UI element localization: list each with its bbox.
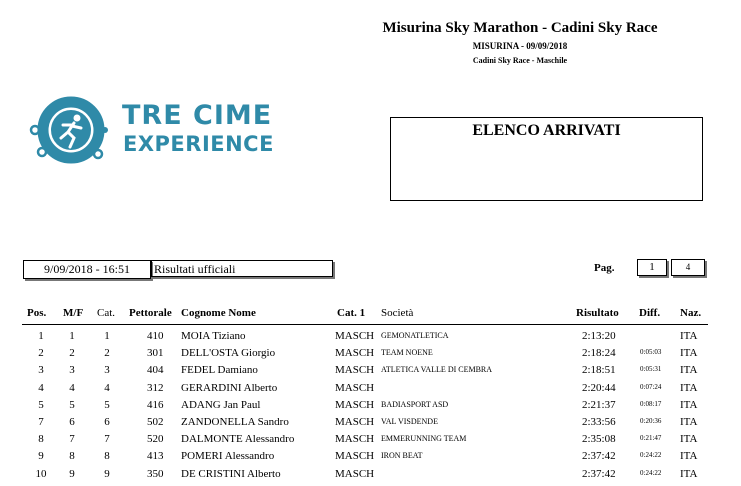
- cell-cat1: MASCH: [335, 433, 375, 446]
- cell-cat: 3: [104, 364, 110, 377]
- cell-diff: 0:07:24: [640, 382, 662, 391]
- cell-diff: 0:05:31: [640, 365, 662, 374]
- cell-name: POMERI Alessandro: [181, 450, 275, 463]
- cell-cat: 4: [104, 381, 110, 394]
- cell-cat: 2: [104, 347, 110, 360]
- cell-team: BADIASPORT ASD: [381, 399, 449, 409]
- cell-pos: 4: [38, 381, 44, 394]
- table-row: [0, 330, 741, 347]
- table-row: [0, 382, 741, 399]
- cell-bib: 416: [147, 398, 164, 411]
- cell-time: 2:33:56: [582, 416, 616, 428]
- cell-time: 2:35:08: [582, 433, 616, 446]
- cell-nat: ITA: [680, 364, 698, 377]
- cell-bib: 520: [147, 433, 164, 446]
- cell-pos: 3: [38, 364, 44, 377]
- cell-diff: 0:20:36: [640, 417, 662, 425]
- cell-time: 2:21:37: [582, 398, 616, 411]
- cell-nat: ITA: [680, 381, 698, 394]
- cell-name: MOIA Tiziano: [181, 330, 246, 342]
- cell-nat: ITA: [680, 450, 698, 463]
- col-time: Risultato: [576, 307, 619, 319]
- cell-mf: 7: [69, 433, 75, 446]
- list-title-box: [390, 117, 703, 201]
- logo-text-line1: TRE CIME: [122, 100, 273, 131]
- cell-pos: 1: [38, 330, 44, 342]
- cell-cat1: MASCH: [335, 416, 375, 428]
- cell-time: 2:18:24: [582, 347, 616, 360]
- cell-time: 2:37:42: [582, 467, 616, 480]
- col-name: Cognome Nome: [181, 307, 256, 319]
- cell-team: EMMERUNNING TEAM: [381, 434, 467, 444]
- cell-team: ATLETICA VALLE DI CEMBRA: [381, 365, 493, 375]
- results-status: Risultati ufficiali: [151, 260, 333, 277]
- cell-mf: 3: [69, 364, 75, 377]
- cell-bib: 301: [147, 347, 164, 360]
- cell-time: 2:37:42: [582, 450, 616, 463]
- cell-diff: 0:05:03: [640, 348, 662, 357]
- page-total: 4: [671, 259, 705, 276]
- cell-cat1: MASCH: [335, 347, 375, 360]
- cell-bib: 312: [147, 381, 164, 394]
- cell-bib: 410: [147, 330, 164, 342]
- race-subtitle-location: MISURINA - 09/09/2018: [472, 41, 568, 51]
- cell-pos: 9: [38, 450, 44, 463]
- cell-bib: 413: [147, 450, 164, 463]
- page-label: Pag.: [594, 262, 615, 274]
- cell-pos: 8: [38, 433, 44, 446]
- cell-cat: 9: [104, 467, 110, 480]
- col-bib: Pettorale: [129, 307, 172, 319]
- col-team: Società: [381, 307, 414, 319]
- cell-cat1: MASCH: [335, 467, 375, 480]
- page-current: 1: [637, 259, 667, 276]
- cell-name: GERARDINI Alberto: [181, 381, 278, 394]
- table-row: [0, 450, 741, 467]
- table-row: [0, 468, 741, 485]
- cell-nat: ITA: [680, 398, 698, 411]
- race-title: Misurina Sky Marathon - Cadini Sky Race: [382, 20, 658, 36]
- cell-pos: 7: [38, 416, 44, 428]
- cell-diff: 0:08:17: [640, 399, 662, 408]
- list-title: ELENCO ARRIVATI: [472, 122, 621, 139]
- cell-mf: 2: [69, 347, 75, 360]
- cell-cat: 7: [104, 433, 110, 446]
- header-divider: [22, 324, 708, 325]
- cell-team: TEAM NOENE: [381, 348, 433, 358]
- table-row: [0, 364, 741, 381]
- cell-nat: ITA: [680, 347, 698, 360]
- cell-time: 2:13:20: [582, 330, 616, 342]
- cell-cat1: MASCH: [335, 364, 375, 377]
- tre-cime-logo: [28, 92, 288, 172]
- cell-nat: ITA: [680, 467, 698, 480]
- cell-diff: 0:24:22: [640, 451, 662, 460]
- col-mf: M/F: [63, 307, 84, 319]
- cell-nat: ITA: [680, 416, 698, 428]
- cell-diff: 0:21:47: [640, 434, 662, 443]
- cell-mf: 6: [69, 416, 75, 428]
- cell-cat1: MASCH: [335, 381, 375, 394]
- cell-name: ZANDONELLA Sandro: [181, 416, 289, 428]
- cell-name: DALMONTE Alessandro: [181, 433, 295, 446]
- race-subtitle-category: Cadini Sky Race - Maschile: [472, 56, 568, 65]
- cell-mf: 1: [69, 330, 75, 342]
- cell-name: DE CRISTINI Alberto: [181, 467, 281, 480]
- col-cat1: Cat. 1: [337, 307, 366, 319]
- cell-mf: 4: [69, 381, 75, 394]
- table-row: [0, 433, 741, 450]
- logo-text-line2: EXPERIENCE: [123, 132, 274, 156]
- cell-name: ADANG Jan Paul: [181, 398, 261, 411]
- cell-cat: 8: [104, 450, 110, 463]
- cell-pos: 10: [35, 467, 47, 480]
- col-diff: Diff.: [639, 307, 661, 319]
- cell-diff: 0:24:22: [640, 468, 662, 477]
- cell-pos: 5: [38, 398, 44, 411]
- cell-cat: 5: [104, 398, 110, 411]
- col-nat: Naz.: [680, 307, 702, 319]
- cell-cat: 1: [104, 330, 110, 342]
- table-row: [0, 416, 741, 433]
- cell-time: 2:20:44: [582, 381, 616, 394]
- cell-nat: ITA: [680, 330, 698, 342]
- cell-team: GEMONATLETICA: [381, 331, 449, 340]
- col-pos: Pos.: [27, 307, 47, 319]
- cell-bib: 404: [147, 364, 164, 377]
- cell-mf: 8: [69, 450, 75, 463]
- cell-bib: 350: [147, 467, 164, 480]
- cell-mf: 5: [69, 398, 75, 411]
- table-row: [0, 347, 741, 364]
- cell-team: IRON BEAT: [381, 451, 423, 461]
- cell-time: 2:18:51: [582, 364, 616, 377]
- cell-name: FEDEL Damiano: [181, 364, 258, 377]
- cell-pos: 2: [38, 347, 44, 360]
- cell-cat: 6: [104, 416, 110, 428]
- cell-bib: 502: [147, 416, 164, 428]
- cell-team: VAL VISDENDE: [381, 417, 438, 426]
- cell-cat1: MASCH: [335, 398, 375, 411]
- cell-cat1: MASCH: [335, 450, 375, 463]
- cell-nat: ITA: [680, 433, 698, 446]
- cell-name: DELL'OSTA Giorgio: [181, 347, 276, 360]
- col-cat: Cat.: [97, 307, 116, 319]
- cell-mf: 9: [69, 467, 75, 480]
- table-row: [0, 399, 741, 416]
- print-datetime: 9/09/2018 - 16:51: [23, 260, 151, 279]
- cell-cat1: MASCH: [335, 330, 375, 342]
- runner-icon: [28, 92, 118, 172]
